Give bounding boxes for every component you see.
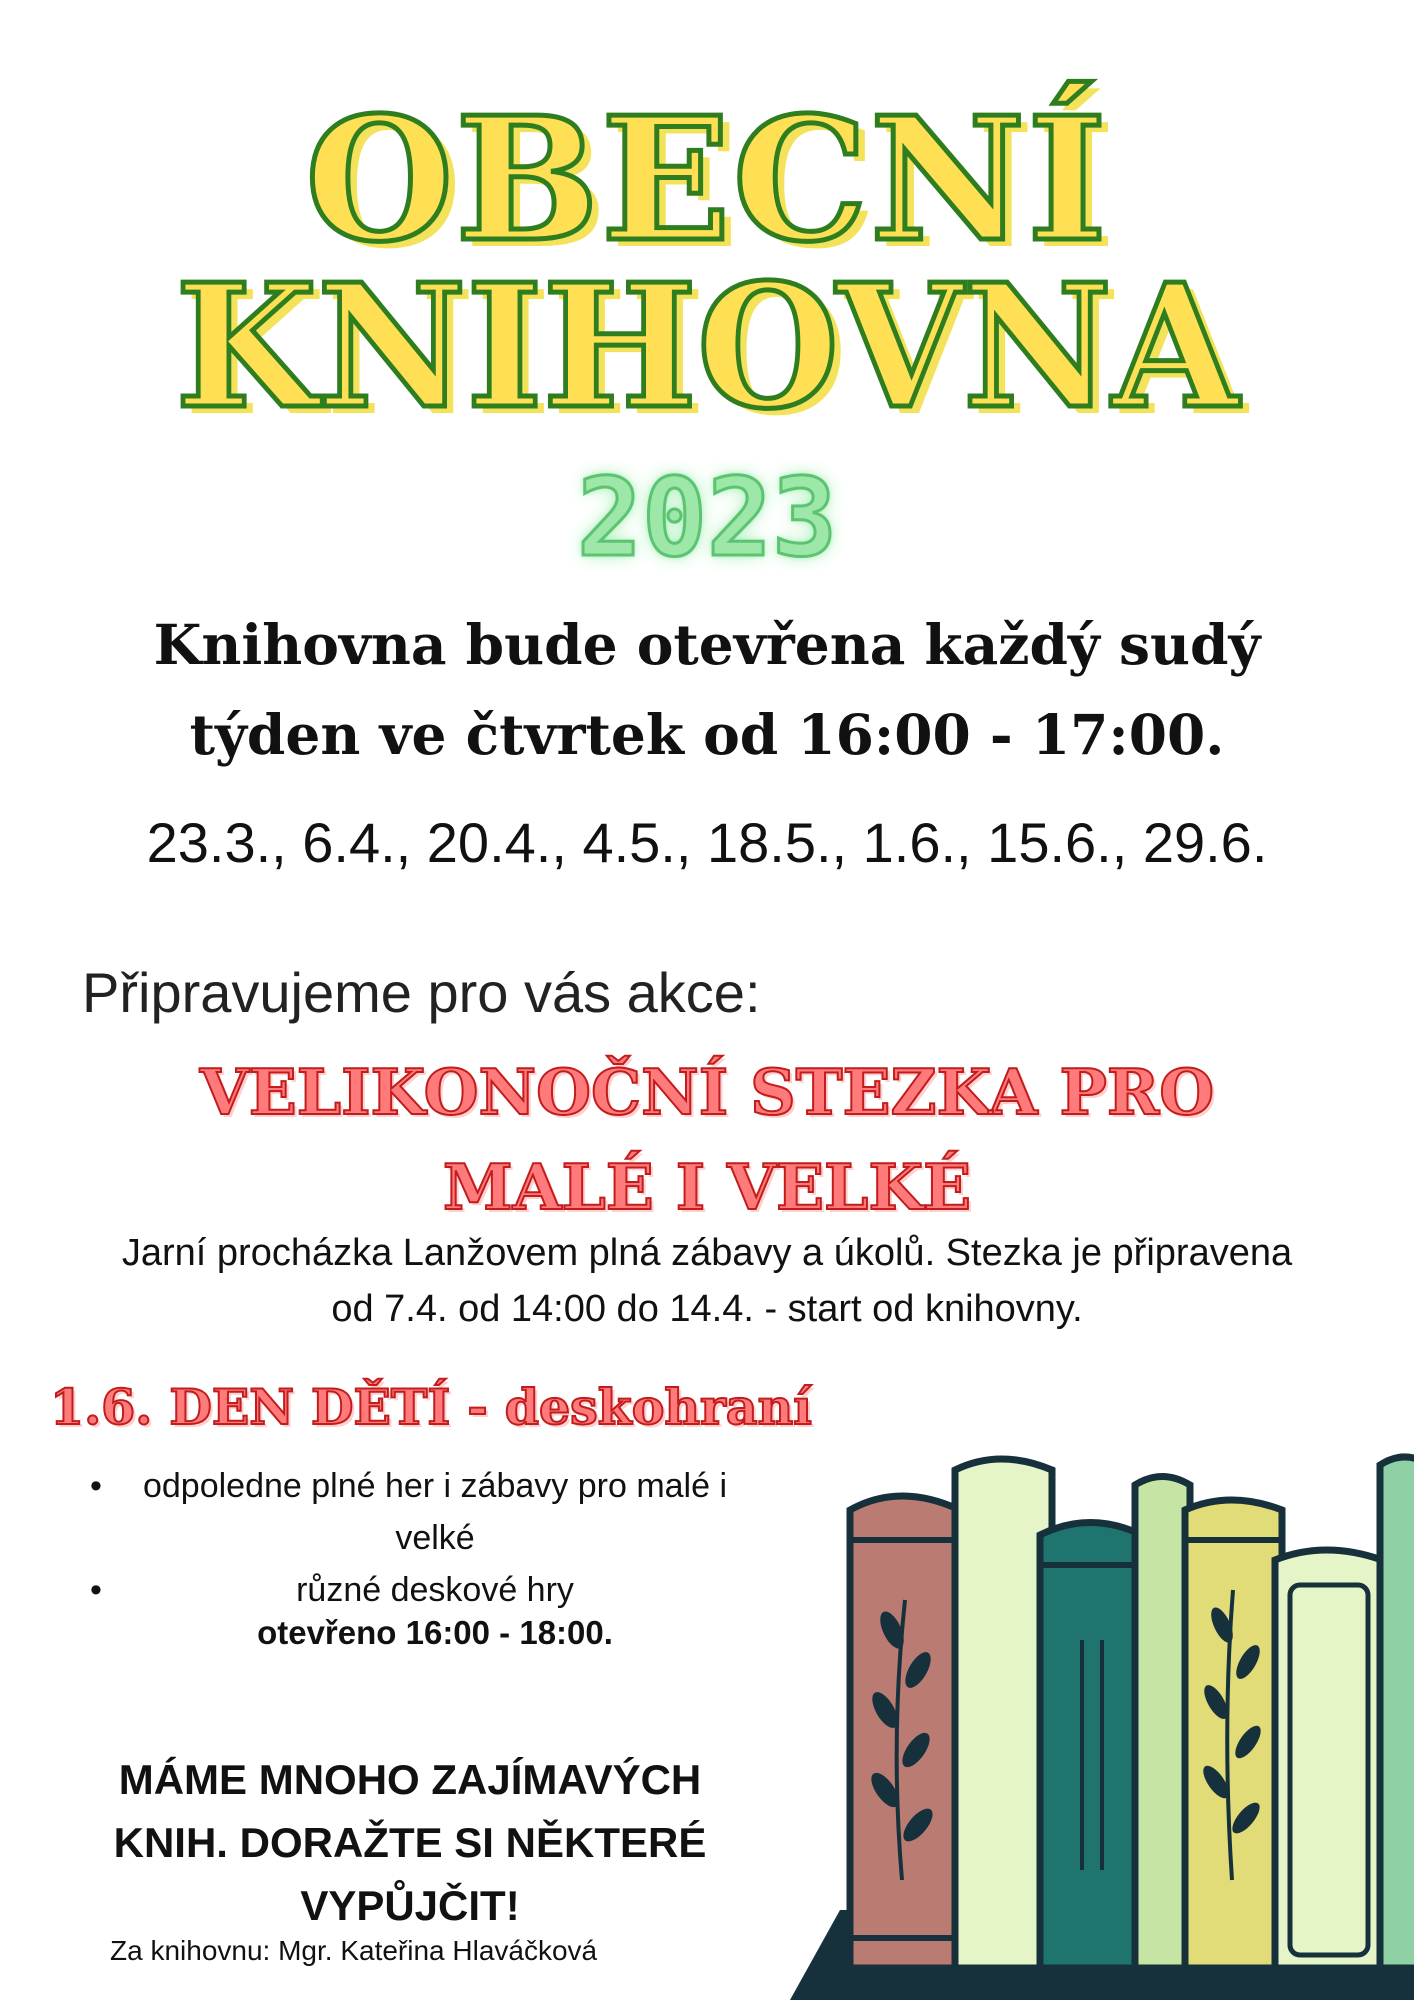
list-item-text: odpoledne plné her i zábavy pro malé i velké	[142, 1467, 728, 1557]
title-knihovna: KNIHOVNA	[175, 247, 1239, 447]
easter-event-title	[0, 1045, 1414, 1235]
book-teal-icon	[1040, 1523, 1142, 1969]
easter-desc-line-1: Jarní procházka Lanžovem plná zábavy a úkolů. Stezka je připravena	[121, 1232, 1293, 1274]
opening-line-1: Knihovna bude otevřena každý sudý	[153, 612, 1261, 677]
bullet-icon: •	[90, 1571, 102, 1609]
book-yellow-icon	[1185, 1500, 1282, 1968]
list-item	[90, 1460, 740, 1564]
events-intro: Připravujeme pro vás akce:	[82, 961, 761, 1024]
title-year: 2023	[576, 456, 838, 581]
book-red-icon	[850, 1496, 960, 1968]
book-pale-icon	[1275, 1550, 1382, 1968]
cta-line-1: MÁME MNOHO ZAJÍMAVÝCH	[118, 1756, 702, 1803]
kids-day-title: 1.6. DEN DĚTÍ - deskohraní	[50, 1378, 812, 1436]
cta-line-2: KNIH. DORAŽTE SI NĚKTERÉ	[113, 1819, 707, 1866]
call-to-action	[60, 1748, 760, 1937]
books-on-shelf-icon	[790, 1440, 1414, 2000]
opening-dates: 23.3., 6.4., 20.4., 4.5., 18.5., 1.6., 15.6., 29.6.	[146, 811, 1268, 874]
opening-hours	[40, 600, 1374, 780]
kids-day-list	[90, 1460, 740, 1616]
kids-day-opening: otevřeno 16:00 - 18:00.	[257, 1614, 613, 1651]
cta-line-3: VYPŮJČIT!	[300, 1882, 520, 1929]
title-obecni: OBECNÍ	[305, 80, 1109, 280]
easter-event-description	[40, 1225, 1374, 1337]
easter-title-line-2: MALÉ I VELKÉ	[442, 1150, 972, 1224]
book-edge-icon	[1380, 1457, 1414, 1968]
easter-desc-line-2: od 7.4. od 14:00 do 14.4. - start od knihovny.	[331, 1288, 1083, 1330]
easter-title-line-1: VELIKONOČNÍ STEZKA PRO	[199, 1055, 1215, 1129]
opening-line-2: týden ve čtvrtek od 16:00 - 17:00.	[189, 702, 1225, 767]
list-item	[90, 1564, 740, 1616]
list-item-text: různé deskové hry	[296, 1571, 574, 1609]
bullet-icon: •	[90, 1467, 102, 1505]
signature: Za knihovnu: Mgr. Kateřina Hlaváčková	[110, 1935, 598, 1966]
